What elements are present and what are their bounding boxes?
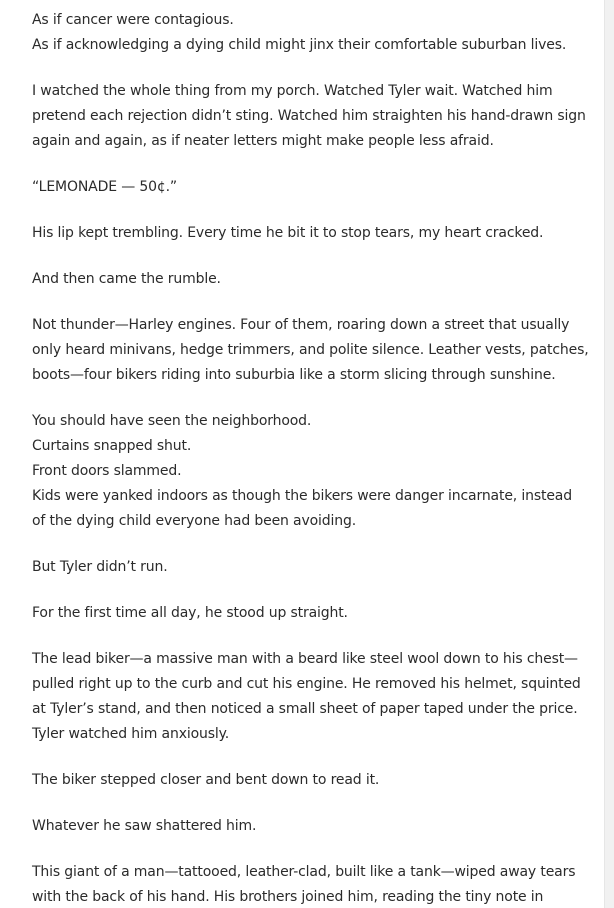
text-line: again and again, as if neater letters might make people less afraid. bbox=[32, 133, 494, 149]
paragraph bbox=[32, 79, 586, 154]
text-line: But Tyler didn’t run. bbox=[32, 559, 168, 575]
paragraph bbox=[32, 409, 580, 534]
paragraph bbox=[32, 8, 580, 58]
text-line: The lead biker—a massive man with a beard like steel wool down to his chest— bbox=[32, 651, 578, 667]
text-line: As if acknowledging a dying child might jinx their comfortable suburban lives. bbox=[32, 37, 567, 53]
paragraph bbox=[32, 221, 580, 246]
paragraph bbox=[32, 267, 580, 292]
text-line: of the dying child everyone had been avoiding. bbox=[32, 513, 357, 529]
text-line: only heard minivans, hedge trimmers, and polite silence. Leather vests, patches, bbox=[32, 342, 589, 358]
article-body bbox=[32, 8, 589, 908]
paragraph bbox=[32, 601, 580, 626]
paragraph bbox=[32, 768, 580, 793]
text-line: at Tyler’s stand, and then noticed a small sheet of paper taped under the price. bbox=[32, 701, 578, 717]
text-line: Front doors slammed. bbox=[32, 463, 182, 479]
text-line: boots—four bikers riding into suburbia like a storm slicing through sunshine. bbox=[32, 367, 556, 383]
paragraph bbox=[32, 175, 580, 200]
text-line: This giant of a man—tattooed, leather-clad, built like a tank—wiped away tears bbox=[32, 864, 576, 880]
text-line: Whatever he saw shattered him. bbox=[32, 818, 257, 834]
text-line: I watched the whole thing from my porch. Watched Tyler wait. Watched him bbox=[32, 83, 553, 99]
paragraph bbox=[32, 860, 580, 908]
text-line: pulled right up to the curb and cut his engine. He removed his helmet, squinted bbox=[32, 676, 581, 692]
text-line: Not thunder—Harley engines. Four of them, roaring down a street that usually bbox=[32, 317, 570, 333]
text-line: His lip kept trembling. Every time he bit it to stop tears, my heart cracked. bbox=[32, 225, 544, 241]
text-line: You should have seen the neighborhood. bbox=[32, 413, 312, 429]
text-line: pretend each rejection didn’t sting. Watched him straighten his hand-drawn sign bbox=[32, 108, 586, 124]
paragraph bbox=[32, 647, 580, 747]
text-line: And then came the rumble. bbox=[32, 271, 221, 287]
scrollbar[interactable] bbox=[604, 0, 614, 908]
text-line: with the back of his hand. His brothers joined him, reading the tiny note in bbox=[32, 889, 544, 905]
paragraph bbox=[32, 814, 580, 839]
text-line: As if cancer were contagious. bbox=[32, 12, 234, 28]
text-line: For the first time all day, he stood up straight. bbox=[32, 605, 348, 621]
text-line: The biker stepped closer and bent down to read it. bbox=[32, 772, 380, 788]
sign-text-line: “LEMONADE — 50¢.” bbox=[32, 179, 178, 195]
paragraph bbox=[32, 555, 580, 580]
text-line: Kids were yanked indoors as though the bikers were danger incarnate, instead bbox=[32, 488, 572, 504]
paragraph bbox=[32, 313, 589, 388]
text-line: Curtains snapped shut. bbox=[32, 438, 192, 454]
text-line: Tyler watched him anxiously. bbox=[32, 726, 230, 742]
